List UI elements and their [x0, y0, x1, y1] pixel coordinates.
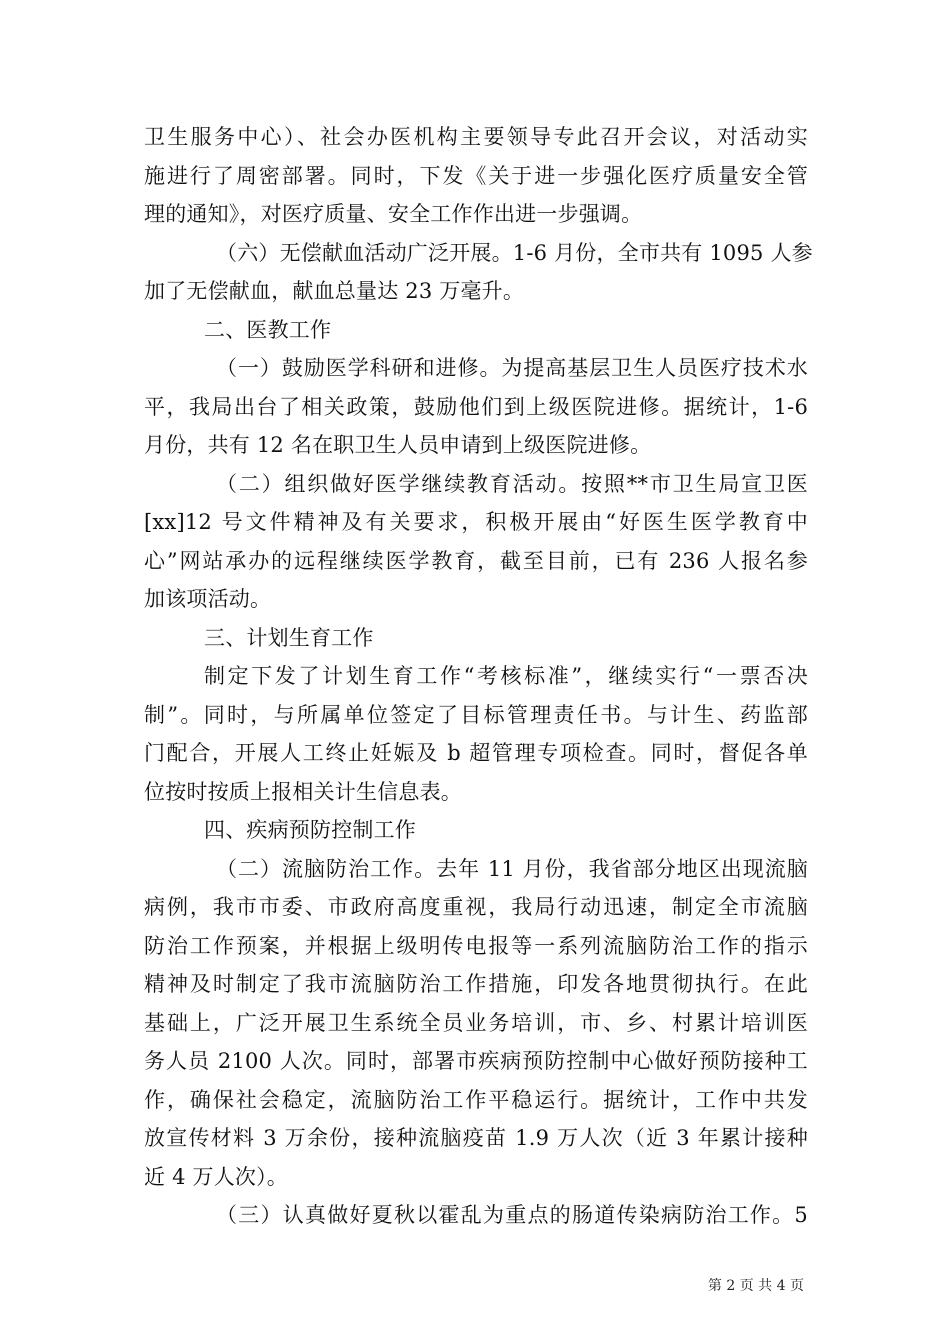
paragraph-start-line: （二）组织做好医学继续教育活动。按照**市卫生局宣卫医 — [216, 471, 808, 496]
body-line: 月份，共有 12 名在职卫生人员申请到上级医院进修。 — [144, 433, 652, 457]
paragraph-start-line: （一）鼓励医学科研和进修。为提高基层卫生人员医疗技术水 — [216, 356, 808, 380]
body-line: 卫生服务中心）、社会办医机构主要领导专此召开会议，对活动实 — [144, 125, 808, 149]
body-line: 门配合，开展人工终止妊娠及 b 超管理专项检查。同时，督促各单 — [144, 741, 808, 765]
section-heading: 二、医教工作 — [204, 317, 332, 342]
body-line: 病例，我市市委、市政府高度重视，我局行动迅速，制定全市流脑 — [144, 895, 808, 919]
body-line: 位按时按质上报相关计生信息表。 — [144, 779, 462, 804]
body-line: 防治工作预案，并根据上级明传电报等一系列流脑防治工作的指示 — [144, 933, 808, 958]
body-line: 心”网站承办的远程继续医学教育，截至目前，已有 236 人报名参 — [144, 548, 808, 573]
body-line: 施进行了周密部署。同时，下发《关于进一步强化医疗质量安全管 — [144, 163, 808, 188]
body-line: 精神及时制定了我市流脑防治工作措施，印发各地贯彻执行。在此 — [144, 972, 808, 996]
body-line: 放宣传材料 3 万余份，接种流脑疫苗 1.9 万人次（近 3 年累计接种 — [144, 1126, 808, 1150]
paragraph-start-line: （三）认真做好夏秋以霍乱为重点的肠道传染病防治工作。5 — [216, 1203, 808, 1227]
body-line: 加了无偿献血，献血总量达 23 万毫升。 — [144, 279, 525, 303]
paragraph-start-line: 制定下发了计划生育工作“考核标准”，继续实行“一票否决 — [204, 664, 808, 688]
body-line: 理的通知》，对医疗质量、安全工作作出进一步强调。 — [144, 202, 643, 226]
body-line: 制”。同时，与所属单位签定了目标管理责任书。与计生、药监部 — [144, 702, 808, 727]
body-line: 近 4 万人次）。 — [144, 1164, 289, 1189]
section-heading: 三、计划生育工作 — [204, 625, 374, 650]
body-line: 基础上，广泛开展卫生系统全员业务培训，市、乡、村累计培训医 — [144, 1010, 808, 1035]
paragraph-start-line: （二）流脑防治工作。去年 11 月份，我省部分地区出现流脑 — [216, 856, 808, 881]
body-line: [xx]12 号文件精神及有关要求，积极开展由“好医生医学教育中 — [144, 510, 808, 534]
body-line: 务人员 2100 人次。同时，部署市疾病预防控制中心做好预防接种工 — [144, 1049, 808, 1073]
body-line: 作，确保社会稳定，流脑防治工作平稳运行。据统计，工作中共发 — [144, 1087, 808, 1112]
body-line: 平，我局出台了相关政策，鼓励他们到上级医院进修。据统计，1-6 — [144, 394, 808, 419]
page-number: 第 2 页 共 4 页 — [707, 1278, 804, 1294]
body-line: 加该项活动。 — [144, 587, 272, 611]
paragraph-start-line: （六）无偿献血活动广泛开展。1-6 月份，全市共有 1095 人参 — [216, 240, 813, 265]
document-body — [144, 118, 813, 1235]
section-heading: 四、疾病预防控制工作 — [204, 818, 416, 842]
